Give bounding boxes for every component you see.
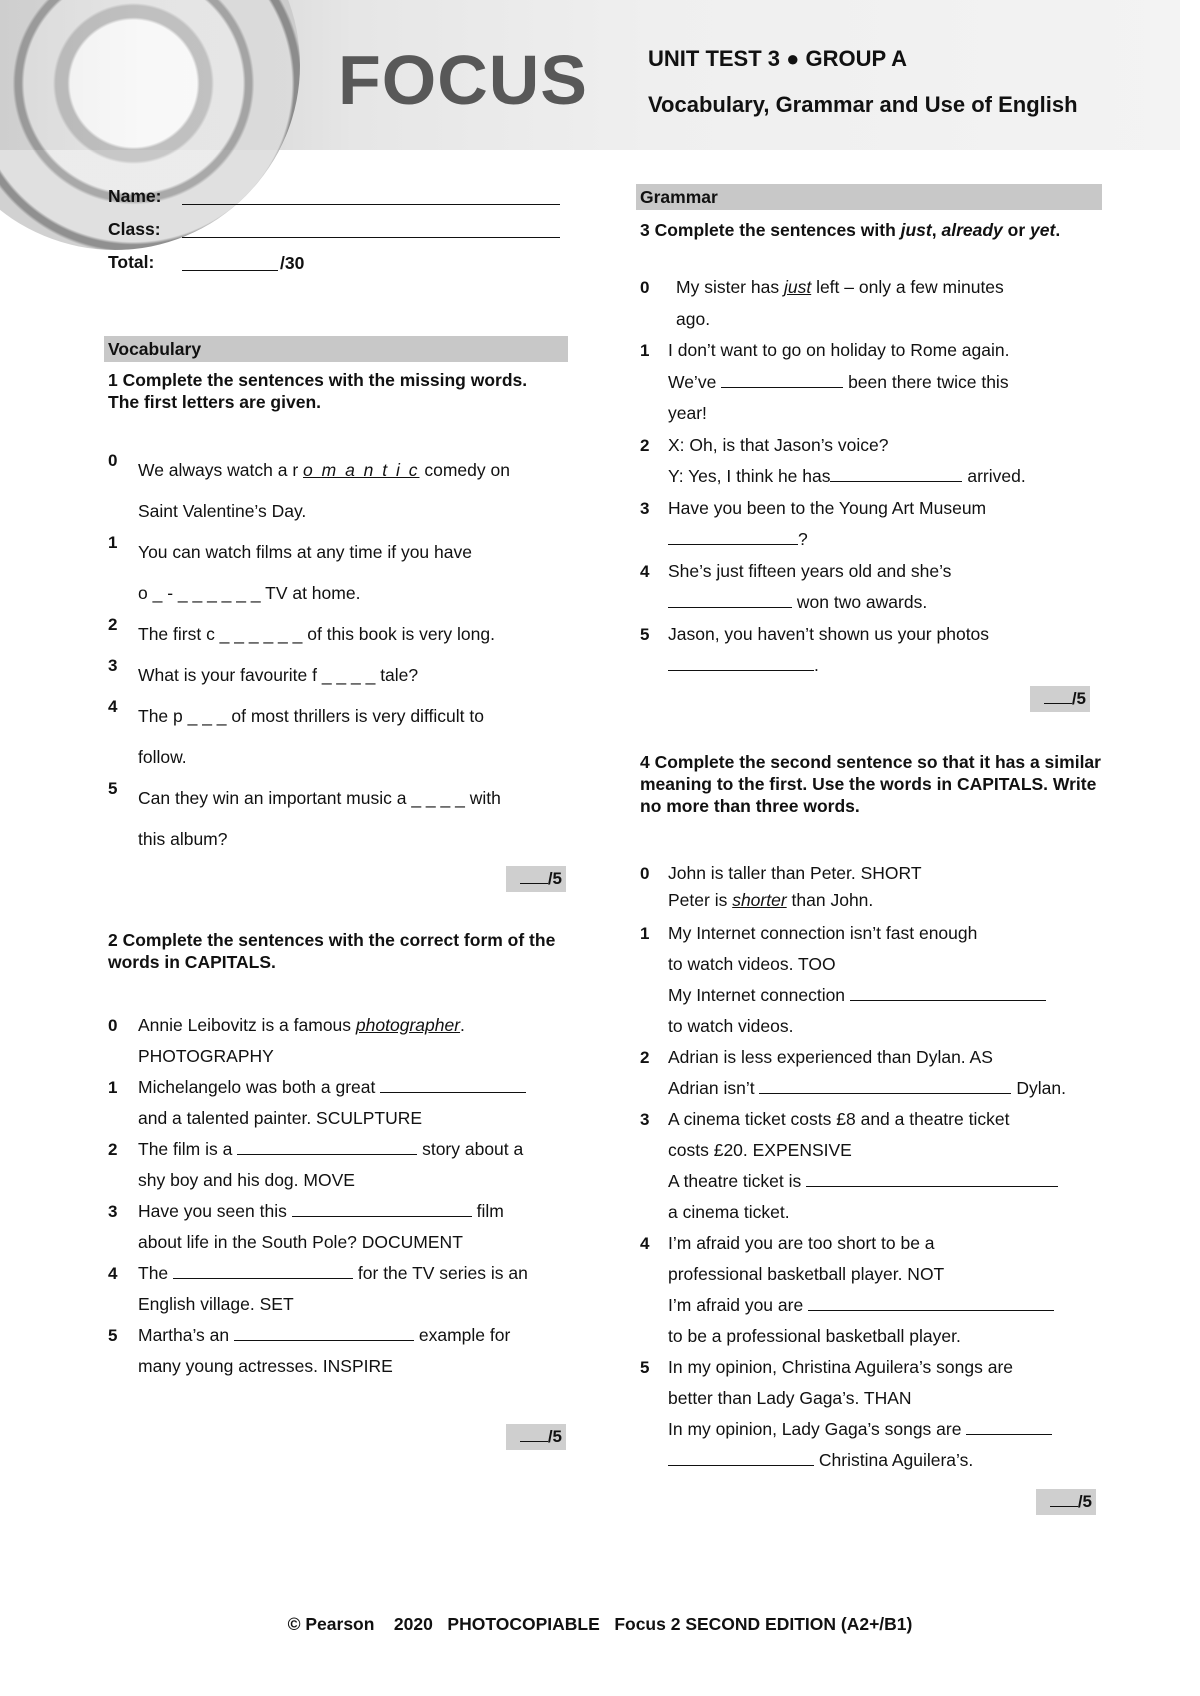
task4-item-3[interactable]: 3 A cinema ticket costs £8 and a theatre ticket costs £20. EXPENSIVE A theatre ticket is a cinema ticket. (640, 1104, 1120, 1228)
total-label: Total: (108, 252, 155, 272)
name-label: Name: (108, 186, 162, 206)
task1-item-1[interactable]: 1 You can watch films at any time if you have o _ - _ _ _ _ _ _ TV at home. (108, 533, 472, 603)
task2-score-box[interactable]: /5 (506, 1424, 566, 1450)
unit-subtitle: Vocabulary, Grammar and Use of English (648, 92, 1078, 117)
task2-example-answer: photographer (355, 1015, 461, 1035)
unit-title: UNIT TEST 3 ● GROUP A (648, 46, 907, 71)
answer-blank (173, 1264, 353, 1279)
answer-blank (668, 1451, 814, 1466)
task1-item-2[interactable]: 2 The first c _ _ _ _ _ _ of this book is very long. (108, 615, 495, 644)
answer-blank (808, 1296, 1054, 1311)
task2-list (108, 1010, 578, 1382)
task3-item-5[interactable]: 5 Jason, you haven’t shown us your photos . (640, 623, 990, 675)
task4-item-5[interactable]: 5 In my opinion, Christina Aguilera’s songs are better than Lady Gaga’s. THAN In my opinion, Lady Gaga’s songs are Christina Aguilera’s. (640, 1352, 1120, 1476)
task3-instruction: 3 Complete the sentences with just, already or yet. (640, 220, 1061, 240)
task3-item-1[interactable]: 1 I don’t want to go on holiday to Rome again. We’ve been there twice this year! (640, 340, 1010, 423)
answer-blank (668, 593, 792, 608)
task1-instruction: 1 Complete the sentences with the missing words. The first letters are given. (108, 370, 528, 412)
task4-item-1[interactable]: 1 My Internet connection isn’t fast enough to watch videos. TOO My Internet connection to watch videos. (640, 918, 1120, 1042)
vocabulary-heading: Vocabulary (104, 336, 568, 362)
task3-item-3[interactable]: 3 Have you been to the Young Art Museum ? (640, 497, 987, 549)
answer-blank (292, 1202, 472, 1217)
task1-item-5[interactable]: 5 Can they win an important music a _ _ _ _ with this album? (108, 779, 501, 849)
answer-blank (668, 530, 798, 545)
task4-instruction: 4 Complete the second sentence so that it has a similar meaning to the first. Use the words in CAPITALS. Write no more than three words. (640, 752, 1101, 816)
task3-score-box[interactable]: /5 (1030, 686, 1090, 712)
task4-score-box[interactable]: /5 (1036, 1489, 1096, 1515)
task1-item-4[interactable]: 4 The p _ _ _ of most thrillers is very difficult to follow. (108, 697, 484, 767)
footer-copyright: © Pearson 2020 PHOTOCOPIABLE Focus 2 SECOND EDITION (A2+/B1) (287, 1614, 913, 1634)
task2-item-1[interactable]: 1 Michelangelo was both a great and a talented painter. SCULPTURE (108, 1072, 578, 1134)
task1-score-box[interactable]: /5 (506, 866, 566, 892)
task3-item-2[interactable]: 2 X: Oh, is that Jason’s voice? Y: Yes, I think he has arrived. (640, 434, 1026, 486)
answer-blank (380, 1078, 526, 1093)
task4-item-2[interactable]: 2 Adrian is less experienced than Dylan. AS Adrian isn’t Dylan. (640, 1047, 1066, 1098)
answer-blank (234, 1326, 414, 1341)
task4-item-4[interactable]: 4 I’m afraid you are too short to be a professional basketball player. NOT I’m afraid you are to be a professional basketball player. (640, 1228, 1120, 1352)
task3-example-answer: just (783, 277, 812, 297)
task2-item-0: 0 Annie Leibovitz is a famous photographer. PHOTOGRAPHY (108, 1015, 465, 1066)
focus-logo: FOCUS (338, 41, 588, 119)
task1-example-answer: o m a n t i c (303, 460, 420, 480)
class-label: Class: (108, 219, 161, 239)
answer-blank (721, 373, 843, 388)
total-max: /30 (280, 253, 305, 273)
task2-item-5[interactable]: 5 Martha’s an example for many young actresses. INSPIRE (108, 1325, 511, 1376)
task3-item-0: 0 My sister has just left – only a few minutes ago. (640, 277, 1004, 329)
task3-item-4[interactable]: 4 She’s just fifteen years old and she’s won two awards. (640, 560, 952, 612)
task2-instruction: 2 Complete the sentences with the correct form of the words in CAPITALS. (108, 930, 556, 972)
answer-blank (966, 1420, 1052, 1435)
disc-logo-graphic (0, 0, 300, 250)
class-field[interactable] (182, 237, 560, 238)
task4-list (640, 860, 1120, 1476)
name-field[interactable] (182, 204, 560, 205)
task4-item-0: 0 John is taller than Peter. SHORT Peter is shorter than John. (640, 863, 922, 910)
answer-blank (237, 1140, 417, 1155)
task3-list (640, 272, 1120, 682)
grammar-heading: Grammar (636, 184, 1102, 210)
answer-blank (850, 986, 1046, 1001)
task4-example-answer: shorter (732, 890, 787, 910)
answer-blank (806, 1172, 1058, 1187)
task2-item-2[interactable]: 2 The film is a story about a shy boy and his dog. MOVE (108, 1139, 524, 1190)
total-field[interactable] (182, 270, 278, 271)
task2-item-3[interactable]: 3 Have you seen this film about life in the South Pole? DOCUMENT (108, 1201, 504, 1252)
answer-blank (830, 467, 962, 482)
answer-blank (668, 656, 814, 671)
task1-item-3[interactable]: 3 What is your favourite f _ _ _ _ tale? (108, 656, 419, 685)
task2-item-4[interactable]: 4 The for the TV series is an English village. SET (108, 1263, 528, 1314)
task1-item-0: 0 We always watch a r o m a n t i c comedy on Saint Valentine’s Day. (108, 451, 510, 521)
answer-blank (759, 1079, 1011, 1094)
